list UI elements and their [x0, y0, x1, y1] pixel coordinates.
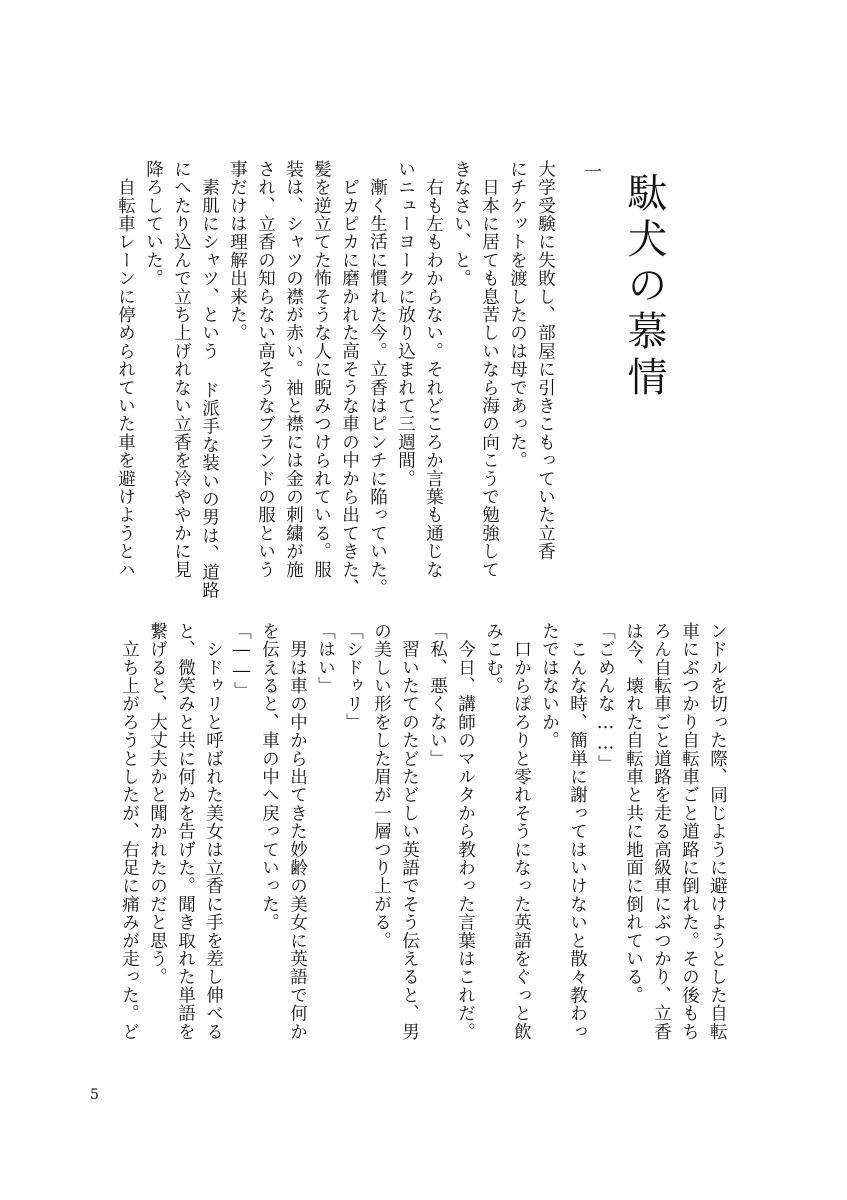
text-column: 口からぽろりと零れそうになった英語をぐっと飲: [511, 622, 532, 1041]
text-column: 日本に居ても息苦しいなら海の向こうで勉強して: [479, 160, 500, 579]
text-column: たではないか。: [539, 622, 560, 750]
text-column: にへたり込んで立ち上げれない立香を冷ややかに見: [171, 160, 192, 579]
text-column: みこむ。: [483, 622, 504, 695]
text-column: にチケットを渡したのは母であった。: [507, 160, 528, 470]
text-column: 大学受験に失敗し、部屋に引きこもっていた立香: [535, 160, 556, 561]
text-column: シドゥリと呼ばれた美女は立香に手を差し伸べる: [203, 622, 224, 1041]
text-column: は今、壊れた自転車と共に地面に倒れている。: [623, 622, 644, 1005]
text-column: と、微笑みと共に何かを告げた。聞き取れた単語を: [175, 622, 196, 1041]
text-column: ンドルを切った際、同じように避けようとした自転: [707, 622, 728, 1041]
text-column: 降ろしていた。: [143, 160, 164, 288]
text-column: 「――」: [231, 622, 252, 700]
text-column: ピカピカに磨かれた高そうな車の中から出てきた、: [339, 160, 360, 597]
text-column: 漸く生活に慣れた今。立香はピンチに陥っていた。: [367, 160, 388, 597]
text-column: され、立香の知らない高そうなブランドの服という: [255, 160, 276, 579]
text-column: 装は、シャツの襟が赤い。袖と襟には金の刺繍が施: [283, 160, 304, 579]
text-column: 男は車の中から出てきた妙齢の美女に英語で何か: [287, 622, 308, 1041]
text-column: 自転車レーンに停められていた車を避けようとハ: [115, 160, 136, 579]
text-column: こんな時、簡単に謝ってはいけないと散々教わっ: [567, 622, 588, 1041]
text-column: 「はい」: [315, 622, 336, 695]
text-column: 「シドゥリ」: [343, 622, 364, 732]
text-column: 髪を逆立てた怖そうな人に睨みつけられている。服: [311, 160, 332, 579]
text-column: いニューヨークに放り込まれて三週間。: [395, 160, 416, 488]
text-column: 車にぶつかり自転車ごと道路に倒れた。その後もち: [679, 622, 700, 1041]
chapter-title: 駄犬の慕情: [621, 172, 667, 402]
text-column: 「私、悪くない」: [427, 622, 448, 768]
text-column: 習いたてのたどたどしい英語でそう伝えると、男: [399, 622, 420, 1041]
text-column: 今日、講師のマルタから教わった言葉はこれだ。: [455, 622, 476, 1041]
text-column: の美しい形をした眉が一層つり上がる。: [371, 622, 392, 950]
text-column: 立ち上がろうとしたが、右足に痛みが走った。ど: [119, 622, 140, 1041]
text-column: を伝えると、車の中へ戻っていった。: [259, 622, 280, 932]
page-number: 5: [90, 1087, 99, 1103]
text-column: 事だけは理解出来た。: [227, 160, 248, 342]
text-column: 「ごめんな……」: [595, 622, 616, 773]
text-column: 右も左もわからない。それどころか言葉も通じな: [423, 160, 444, 579]
text-column: ろん自転車ごと道路を走る高級車にぶつかり、立香: [651, 622, 672, 1041]
text-column: 素肌にシャツ、という ド派手な装いの男は、道路: [199, 160, 220, 600]
chapter-number: 一: [581, 162, 602, 180]
text-column: 繋げると、大丈夫かと聞かれたのだと思う。: [147, 622, 168, 986]
text-column: きなさい、と。: [451, 160, 472, 288]
